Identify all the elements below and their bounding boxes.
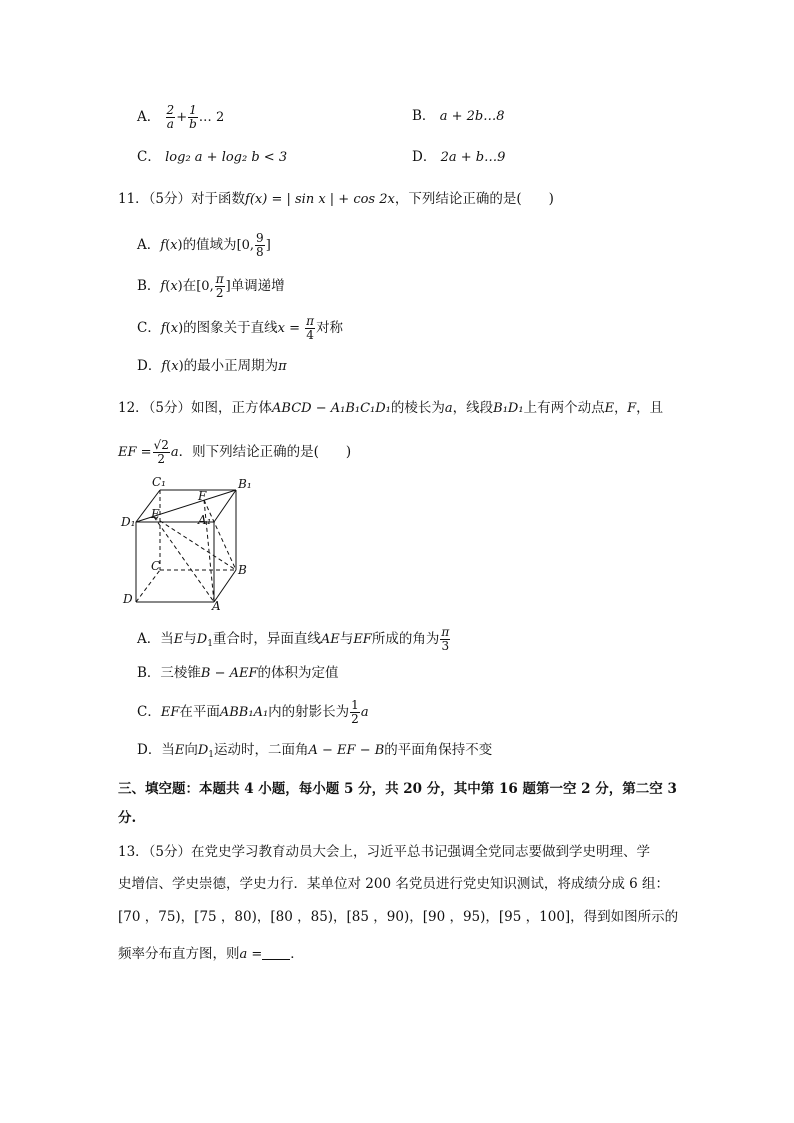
option-label: D． [412,149,437,165]
label-d1: D₁ [121,515,136,529]
option-label: B． [412,108,436,124]
stem-text: 上有两个动点 [523,400,605,416]
q10-option-d [412,147,505,168]
fraction: $\frac{1}{2}$ [351,698,359,726]
option-expr: log₂ a + log₂ b < 3 [165,150,288,165]
pyramid-name: B − AEF [200,666,258,681]
q10-option-c [137,147,287,168]
option-text: 与 [339,631,354,647]
q12-option-d: D．当E向$D_1$运动时，二面角A − EF − B的平面角保持不变 [137,742,493,760]
q12-stem-line1: 12．（5分）如图，正方体ABCD − A₁B₁C₁D₁的棱长为a，线段B₁D₁上有两个动点E，F，且 [118,400,664,416]
q12-option-a: A．当E与$D_1$重合时，异面直线AE与EF所成的角为 $\frac{\pi}{3}$ [137,625,450,653]
option-text: B．三棱锥 [137,665,201,681]
label-b: B [238,563,247,577]
q10-option-b [412,106,505,127]
option-text: 的值域为 [182,237,237,253]
stem-text: 12．（5分）如图，正方体 [118,400,273,416]
q13-line2: 史增信、学史崇德，学史力行．某单位对 200 名党员进行党史知识测试，将成绩分成 6 组： [118,876,670,892]
pi-symbol: π [278,359,287,374]
option-text: 在平面 [179,704,220,720]
q11-option-c: C．f(x)的图象关于直线x = $\frac{\pi}{4}$ 对称 [137,314,344,342]
option-text: 单调递增 [230,278,285,294]
q13-line3: [70 ，75)，[75 ，80)，[80 ，85)，[85 ，90)，[90 ，95)，[95 ，100]，得到如图所示的 [118,909,679,925]
section-heading: 三、填空题：本题共 4 小题，每小题 5 分，共 20 分，其中第 16 题第一空 2 分，第二空 3 [118,781,677,797]
q11-stem [118,189,554,210]
fraction: $\frac{2}{a}$ [166,103,175,131]
point-name: F [627,401,637,416]
option-label: B． [137,278,161,294]
label-e: E [151,507,160,521]
option-text: 的图象关于直线 [183,320,278,336]
stem-text: ，且 [636,400,664,416]
stem-text: ．则下列结论正确的是( ) [178,444,352,460]
label-a1: A₁ [198,513,212,527]
edge-length: a [444,401,453,416]
option-text: A．当 [137,631,174,647]
option-label: A． [137,109,161,125]
edge-a1b1 [214,490,236,522]
cube-figure [118,474,268,614]
option-text: 对称 [316,320,344,336]
option-text: 的平面角保持不变 [384,742,493,758]
edge-ab [214,570,236,602]
option-label: C． [137,149,161,165]
fraction: $\frac{1}{b}$ [189,103,197,131]
stem-text: 的棱长为 [390,400,445,416]
option-text: 运动时，二面角 [214,742,309,758]
dihedral-angle: A − EF − B [308,743,385,758]
option-text: 的体积为定值 [257,665,339,681]
stem-text: ，下列结论正确的是( ) [394,191,554,207]
ef-equation: EF = [118,445,152,460]
q13-line4 [118,944,304,965]
option-expr: 2a + b…9 [440,150,506,165]
fraction: $\frac{√2}{2}$ [153,438,169,466]
option-text: 所成的角为 [371,631,440,647]
fraction: $\frac{\pi}{3}$ [441,625,450,653]
section-heading-cont: 分. [118,810,137,826]
label-c1: C₁ [152,475,166,489]
q10-option-a: A． $\frac{2}{a}$ + $\frac{1}{b}$ … 2 [137,103,225,131]
fraction: $\frac{9}{8}$ [256,231,264,259]
option-text: 向 [184,742,198,758]
option-label: C． [137,320,161,336]
label-b1: B₁ [238,477,252,491]
option-text: C． [137,704,161,720]
option-text: 在 [182,278,197,294]
hidden-segment-eb [154,517,236,570]
stem-text: 频率分布直方图，则 [118,946,240,962]
q12-option-c: C．EF在平面ABB₁A₁内的射影长为 $\frac{1}{2}$ a [137,698,369,726]
label-d: D [123,592,133,606]
function-expr: f(x) = | sin x | + cos 2x [245,192,395,207]
option-text: 内的射影长为 [268,704,350,720]
option-label: D． [137,358,162,374]
hidden-segment-ea [154,517,214,602]
hidden-edge-dc [136,570,160,602]
label-f: F [198,489,207,503]
answer-blank[interactable] [262,947,290,960]
segment-name: B₁D₁ [493,401,524,416]
option-expr: a + 2b…8 [439,109,505,124]
cube-name: ABCD − A₁B₁C₁D₁ [272,401,391,416]
q12-option-b [137,663,339,684]
q11-option-b: B．f(x)在[0, $\frac{\pi}{2}$ ]单调递增 [137,272,285,300]
q11-option-a: A．f(x)的值域为[0, $\frac{9}{8}$ ] [137,231,271,259]
variable-eq: a = [239,947,263,962]
stem-text: 11．（5分）对于函数 [118,191,246,207]
fraction: $\frac{\pi}{2}$ [215,272,224,300]
option-text: 重合时，异面直线 [212,631,321,647]
option-text: D．当 [137,742,175,758]
label-a: A [212,599,221,613]
fraction: $\frac{\pi}{4}$ [306,314,315,342]
point-name: E [604,401,615,416]
option-label: A． [137,237,161,253]
label-c: C [151,559,161,573]
q13-line1: 13．（5分）在党史学习教育动员大会上，习近平总书记强调全党同志要做到学史明理、学 [118,844,651,860]
option-text: 与 [183,631,197,647]
stem-text: ，线段 [452,400,494,416]
option-expr: 2 [216,110,225,125]
option-text: 的最小正周期为 [183,358,279,374]
plane-name: ABB₁A₁ [219,705,269,720]
q11-option-d: D．f(x)的最小正周期为π [137,358,287,374]
q12-stem-line2: EF = $\frac{√2}{2}$ a．则下列结论正确的是( ) [118,438,352,466]
stem-text: ． [290,946,304,962]
